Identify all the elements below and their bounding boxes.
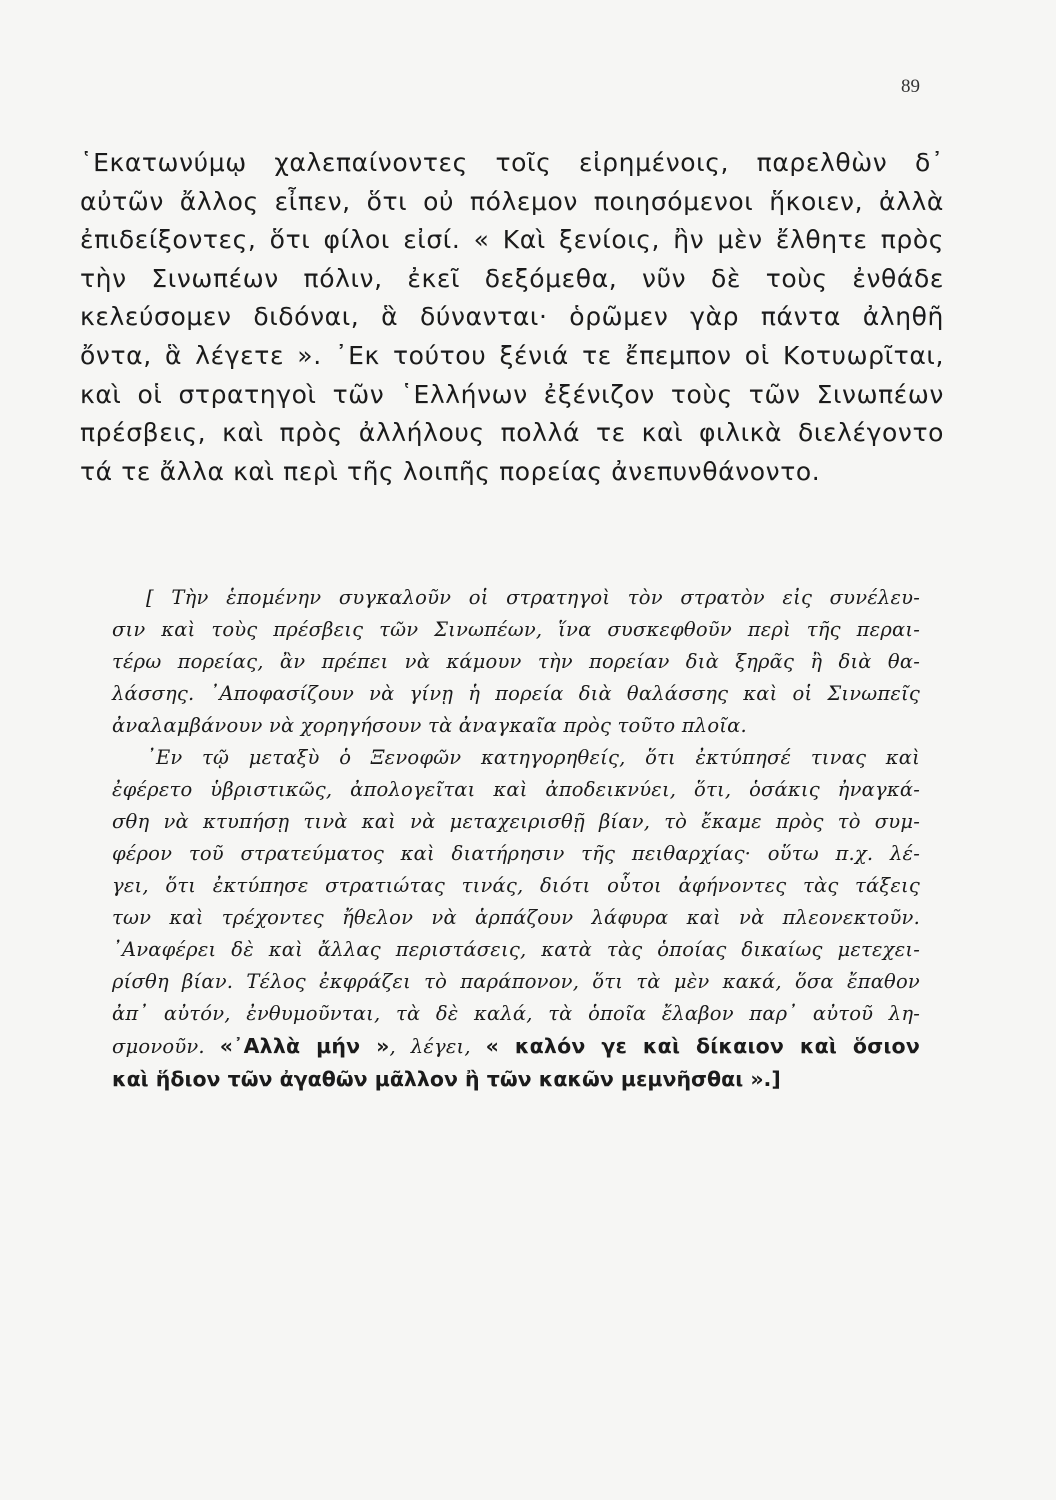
summary-line: τέρω πορείας, ἂν πρέπει νὰ κάμουν τὴν πορείαν διὰ ξηρᾶς ἢ διὰ θα- <box>112 650 920 673</box>
summary-line: [ Τὴν ἑπομένην συγκαλοῦν οἱ στρατηγοὶ τὸν στρατὸν εἰς συνέλευ- <box>146 586 920 609</box>
text-line: καὶ οἱ στρατηγοὶ τῶν ῾Ελλήνων ἐξένιζον τοὺς τῶν Σινωπέων <box>80 379 944 409</box>
summary-commentary <box>112 582 920 1095</box>
summary-line: γει, ὅτι ἐκτύπησε στρατιώτας τινάς, διότι οὗτοι ἀφήνοντες τὰς τάξεις <box>112 874 920 897</box>
summary-line: ρίσθη βίαν. Τέλος ἐκφράζει τὸ παράπονον, ὅτι τὰ μὲν κακά, ὅσα ἔπαθον <box>112 970 920 993</box>
summary-line: λάσσης. ᾽Αποφασίζουν νὰ γίνῃ ἡ πορεία διὰ θαλάσσης καὶ οἱ Σινωπεῖς <box>112 682 920 705</box>
text-line: κελεύσομεν διδόναι, ἃ δύνανται· ὁρῶμεν γὰρ πάντα ἀληθῆ <box>80 302 944 332</box>
summary-line: ᾽Αναφέρει δὲ καὶ ἄλλας περιστάσεις, κατὰ τὰς ὁποίας δικαίως μετεχει- <box>112 938 920 961</box>
italic-fragment: σμονοῦν. <box>112 1035 205 1058</box>
main-greek-text <box>80 144 944 491</box>
italic-fragment: , λέγει, <box>389 1035 471 1058</box>
bold-quote: «᾽Αλλὰ μήν » <box>219 1034 390 1058</box>
bold-quote-line: καὶ ἥδιον τῶν ἀγαθῶν μᾶλλον ἢ τῶν κακῶν μεμνῆσθαι ».] <box>112 1067 781 1091</box>
text-line: αὐτῶν ἄλλος εἶπεν, ὅτι οὐ πόλεμον ποιησόμενοι ἥκοιεν, ἀλλὰ <box>80 186 944 216</box>
text-line: ὄντα, ἃ λέγετε ». ᾽Εκ τούτου ξένιά τε ἔπεμπον οἱ Κοτυωρῖται, <box>80 340 944 370</box>
summary-line: σιν καὶ τοὺς πρέσβεις τῶν Σινωπέων, ἵνα συσκεφθοῦν περὶ τῆς περαι- <box>112 618 920 641</box>
summary-line: ἀπ᾽ αὐτόν, ἐνθυμοῦνται, τὰ δὲ καλά, τὰ ὁποῖα ἔλαβον παρ᾽ αὐτοῦ λη- <box>112 1002 920 1025</box>
text-line: τὴν Σινωπέων πόλιν, ἐκεῖ δεξόμεθα, νῦν δὲ τοὺς ἐνθάδε <box>80 263 944 293</box>
summary-line: ἀναλαμβάνουν νὰ χορηγήσουν τὰ ἀναγκαῖα πρὸς τοῦτο πλοῖα. <box>112 714 747 737</box>
text-line: ἐπιδείξοντες, ὅτι φίλοι εἰσί. « Καὶ ξενίοις, ἢν μὲν ἔλθητε πρὸς <box>80 225 944 255</box>
summary-line: ἐφέρετο ὑβριστικῶς, ἀπολογεῖται καὶ ἀποδεικνύει, ὅτι, ὁσάκις ἠναγκά- <box>112 778 920 801</box>
summary-line: σθη νὰ κτυπήσῃ τινὰ καὶ νὰ μεταχειρισθῇ βίαν, τὸ ἔκαμε πρὸς τὸ συμ- <box>112 810 920 833</box>
text-line: ῾Εκατωνύμῳ χαλεπαίνοντες τοῖς εἰρημένοις, παρελθὼν δ᾽ <box>80 148 944 177</box>
summary-line: φέρον τοῦ στρατεύματος καὶ διατήρησιν τῆς πειθαρχίας· οὕτω π.χ. λέ- <box>112 842 920 865</box>
text-line: τά τε ἄλλα καὶ περὶ τῆς λοιπῆς πορείας ἀνεπυνθάνοντο. <box>80 456 821 486</box>
bold-quote: « καλόν γε καὶ δίκαιον καὶ ὅσιον <box>485 1034 920 1058</box>
summary-line: ᾽Εν τῷ μεταξὺ ὁ Ξενοφῶν κατηγορηθείς, ὅτι ἐκτύπησέ τινας καὶ <box>146 746 920 769</box>
mixed-quote-line <box>112 1030 920 1063</box>
summary-line: των καὶ τρέχοντες ἤθελον νὰ ἁρπάζουν λάφυρα καὶ νὰ πλεονεκτοῦν. <box>112 906 920 929</box>
page-number: 89 <box>901 76 920 97</box>
text-line: πρέσβεις, καὶ πρὸς ἀλλήλους πολλά τε καὶ φιλικὰ διελέγοντο <box>80 418 944 448</box>
